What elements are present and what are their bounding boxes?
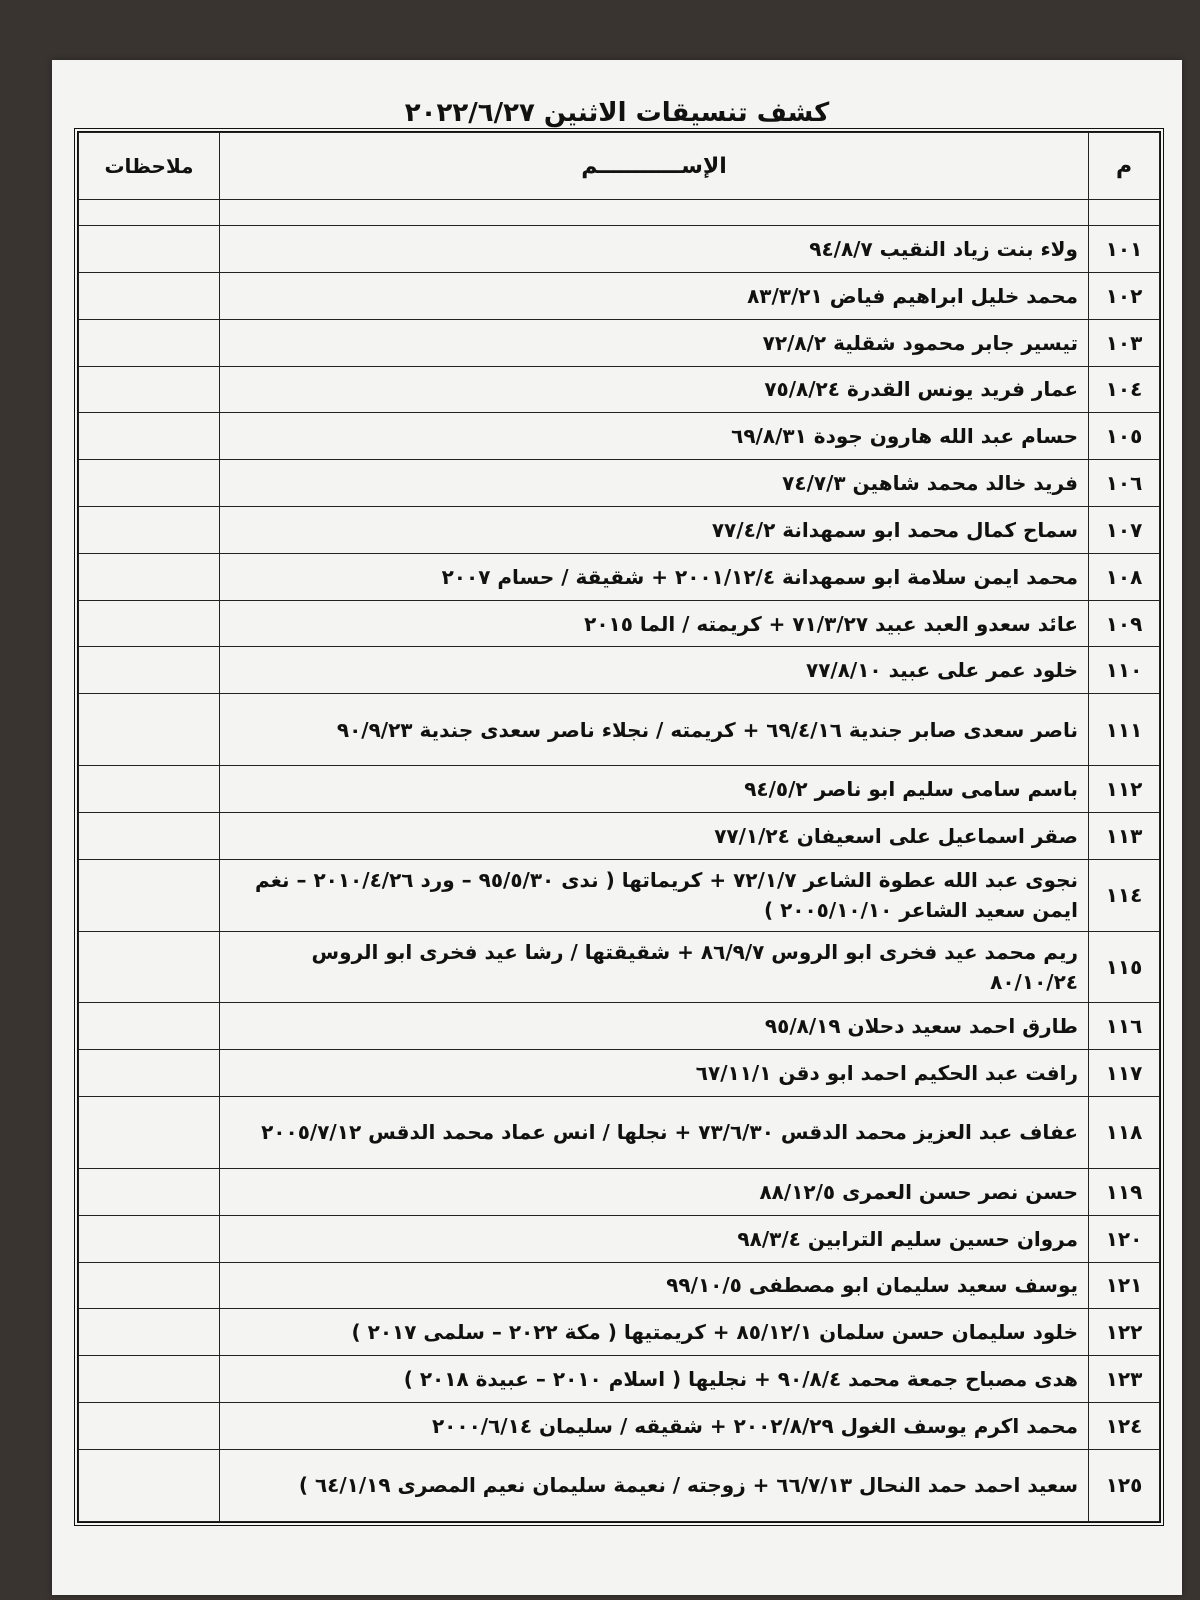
table-row bbox=[79, 553, 1160, 600]
row-notes bbox=[79, 1215, 220, 1262]
row-name: ريم محمد عيد فخرى ابو الروس ٨٦/٩/٧ + شقيقتها / رشا عيد فخرى ابو الروس ٨٠/١٠/٢٤ bbox=[220, 931, 1089, 1003]
table-row bbox=[79, 931, 1160, 1003]
row-name: محمد ايمن سلامة ابو سمهدانة ٢٠٠١/١٢/٤ + شقيقة / حسام ٢٠٠٧ bbox=[220, 553, 1089, 600]
row-number: ١٠٤ bbox=[1089, 366, 1160, 413]
row-notes bbox=[79, 766, 220, 813]
row-notes bbox=[79, 1050, 220, 1097]
row-name: سماح كمال محمد ابو سمهدانة ٧٧/٤/٢ bbox=[220, 506, 1089, 553]
row-number: ١٠٢ bbox=[1089, 272, 1160, 319]
row-number: ١٢٢ bbox=[1089, 1309, 1160, 1356]
table-row bbox=[79, 272, 1160, 319]
row-notes bbox=[79, 1403, 220, 1450]
row-name: سعيد احمد حمد النحال ٦٦/٧/١٣ + زوجته / نعيمة سليمان نعيم المصرى ٦٤/١/١٩ ) bbox=[220, 1449, 1089, 1521]
row-notes bbox=[79, 460, 220, 507]
names-table bbox=[78, 132, 1160, 1522]
row-number: ١١٦ bbox=[1089, 1003, 1160, 1050]
table-row bbox=[79, 506, 1160, 553]
row-number: ١١٨ bbox=[1089, 1097, 1160, 1169]
row-name: مروان حسين سليم الترابين ٩٨/٣/٤ bbox=[220, 1215, 1089, 1262]
row-name: نجوى عبد الله عطوة الشاعر ٧٢/١/٧ + كريماتها ( ندى ٩٥/٥/٣٠ – ورد ٢٠١٠/٤/٢٦ – نغم ايمن سعيد الشاعر ٢٠٠٥/١٠/١٠ ) bbox=[220, 859, 1089, 931]
row-number: ١١٣ bbox=[1089, 812, 1160, 859]
row-notes bbox=[79, 413, 220, 460]
table-row bbox=[79, 366, 1160, 413]
table-row bbox=[79, 226, 1160, 273]
table-row bbox=[79, 1215, 1160, 1262]
row-number: ١٠٩ bbox=[1089, 600, 1160, 647]
row-notes bbox=[79, 1356, 220, 1403]
row-notes bbox=[79, 366, 220, 413]
table-row bbox=[79, 1003, 1160, 1050]
row-number: ١١٩ bbox=[1089, 1168, 1160, 1215]
row-notes bbox=[79, 647, 220, 694]
document-title: كشف تنسيقات الاثنين ٢٠٢٢/٦/٢٧ bbox=[404, 98, 830, 128]
names-table-frame bbox=[74, 128, 1164, 1526]
table-row bbox=[79, 319, 1160, 366]
table-row bbox=[79, 1168, 1160, 1215]
row-number: ١١٠ bbox=[1089, 647, 1160, 694]
row-name: صقر اسماعيل على اسعيفان ٧٧/١/٢٤ bbox=[220, 812, 1089, 859]
row-number: ١١٤ bbox=[1089, 859, 1160, 931]
table-row bbox=[79, 1449, 1160, 1521]
table-row bbox=[79, 1309, 1160, 1356]
row-number: ١٠٥ bbox=[1089, 413, 1160, 460]
row-notes bbox=[79, 859, 220, 931]
row-notes bbox=[79, 553, 220, 600]
table-row bbox=[79, 1050, 1160, 1097]
paper-sheet bbox=[52, 60, 1182, 1595]
table-row bbox=[79, 1097, 1160, 1169]
table-row bbox=[79, 694, 1160, 766]
row-number: ١٢٠ bbox=[1089, 1215, 1160, 1262]
row-notes bbox=[79, 1003, 220, 1050]
row-name: عائد سعدو العبد عبيد ٧١/٣/٢٧ + كريمته / الما ٢٠١٥ bbox=[220, 600, 1089, 647]
row-notes bbox=[79, 272, 220, 319]
row-number: ١٢٣ bbox=[1089, 1356, 1160, 1403]
row-name: محمد اكرم يوسف الغول ٢٠٠٢/٨/٢٩ + شقيقه / سليمان ٢٠٠٠/٦/١٤ bbox=[220, 1403, 1089, 1450]
row-number: ١٢٤ bbox=[1089, 1403, 1160, 1450]
header-name: الإســـــــــــم bbox=[220, 133, 1089, 200]
row-name: فريد خالد محمد شاهين ٧٤/٧/٣ bbox=[220, 460, 1089, 507]
row-name: خلود عمر على عبيد ٧٧/٨/١٠ bbox=[220, 647, 1089, 694]
table-row bbox=[79, 460, 1160, 507]
table-row bbox=[79, 859, 1160, 931]
table-row bbox=[79, 1403, 1160, 1450]
header-notes: ملاحظات bbox=[79, 133, 220, 200]
table-row bbox=[79, 600, 1160, 647]
row-name: رافت عبد الحكيم احمد ابو دقن ٦٧/١١/١ bbox=[220, 1050, 1089, 1097]
row-name: حسن نصر حسن العمرى ٨٨/١٢/٥ bbox=[220, 1168, 1089, 1215]
spacer-row bbox=[79, 200, 1160, 226]
row-name: يوسف سعيد سليمان ابو مصطفى ٩٩/١٠/٥ bbox=[220, 1262, 1089, 1309]
row-notes bbox=[79, 1262, 220, 1309]
table-body bbox=[79, 200, 1160, 1522]
row-name: عفاف عبد العزيز محمد الدقس ٧٣/٦/٣٠ + نجلها / انس عماد محمد الدقس ٢٠٠٥/٧/١٢ bbox=[220, 1097, 1089, 1169]
row-notes bbox=[79, 506, 220, 553]
table-row bbox=[79, 1262, 1160, 1309]
row-number: ١١٧ bbox=[1089, 1050, 1160, 1097]
table-header-row bbox=[79, 133, 1160, 200]
table-row bbox=[79, 413, 1160, 460]
table-row bbox=[79, 812, 1160, 859]
row-number: ١٢٥ bbox=[1089, 1449, 1160, 1521]
row-number: ١١٥ bbox=[1089, 931, 1160, 1003]
row-name: خلود سليمان حسن سلمان ٨٥/١٢/١ + كريمتيها ( مكة ٢٠٢٢ – سلمى ٢٠١٧ ) bbox=[220, 1309, 1089, 1356]
row-notes bbox=[79, 319, 220, 366]
row-notes bbox=[79, 1097, 220, 1169]
table-row bbox=[79, 766, 1160, 813]
row-name: عمار فريد يونس القدرة ٧٥/٨/٢٤ bbox=[220, 366, 1089, 413]
table-row bbox=[79, 1356, 1160, 1403]
row-name: ولاء بنت زياد النقيب ٩٤/٨/٧ bbox=[220, 226, 1089, 273]
row-notes bbox=[79, 1449, 220, 1521]
row-notes bbox=[79, 226, 220, 273]
row-notes bbox=[79, 1309, 220, 1356]
table-row bbox=[79, 647, 1160, 694]
row-name: تيسير جابر محمود شقلية ٧٢/٨/٢ bbox=[220, 319, 1089, 366]
row-name: حسام عبد الله هارون جودة ٦٩/٨/٣١ bbox=[220, 413, 1089, 460]
row-notes bbox=[79, 931, 220, 1003]
row-number: ١٠٧ bbox=[1089, 506, 1160, 553]
row-notes bbox=[79, 600, 220, 647]
row-number: ١٢١ bbox=[1089, 1262, 1160, 1309]
row-number: ١٠٦ bbox=[1089, 460, 1160, 507]
header-number: م bbox=[1089, 133, 1160, 200]
row-name: هدى مصباح جمعة محمد ٩٠/٨/٤ + نجليها ( اسلام ٢٠١٠ – عبيدة ٢٠١٨ ) bbox=[220, 1356, 1089, 1403]
row-name: محمد خليل ابراهيم فياض ٨٣/٣/٢١ bbox=[220, 272, 1089, 319]
row-number: ١١١ bbox=[1089, 694, 1160, 766]
row-number: ١٠٨ bbox=[1089, 553, 1160, 600]
row-notes bbox=[79, 694, 220, 766]
row-name: طارق احمد سعيد دحلان ٩٥/٨/١٩ bbox=[220, 1003, 1089, 1050]
row-number: ١٠١ bbox=[1089, 226, 1160, 273]
row-number: ١٠٣ bbox=[1089, 319, 1160, 366]
row-notes bbox=[79, 812, 220, 859]
row-notes bbox=[79, 1168, 220, 1215]
row-name: ناصر سعدى صابر جندية ٦٩/٤/١٦ + كريمته / نجلاء ناصر سعدى جندية ٩٠/٩/٢٣ bbox=[220, 694, 1089, 766]
row-name: باسم سامى سليم ابو ناصر ٩٤/٥/٢ bbox=[220, 766, 1089, 813]
row-number: ١١٢ bbox=[1089, 766, 1160, 813]
